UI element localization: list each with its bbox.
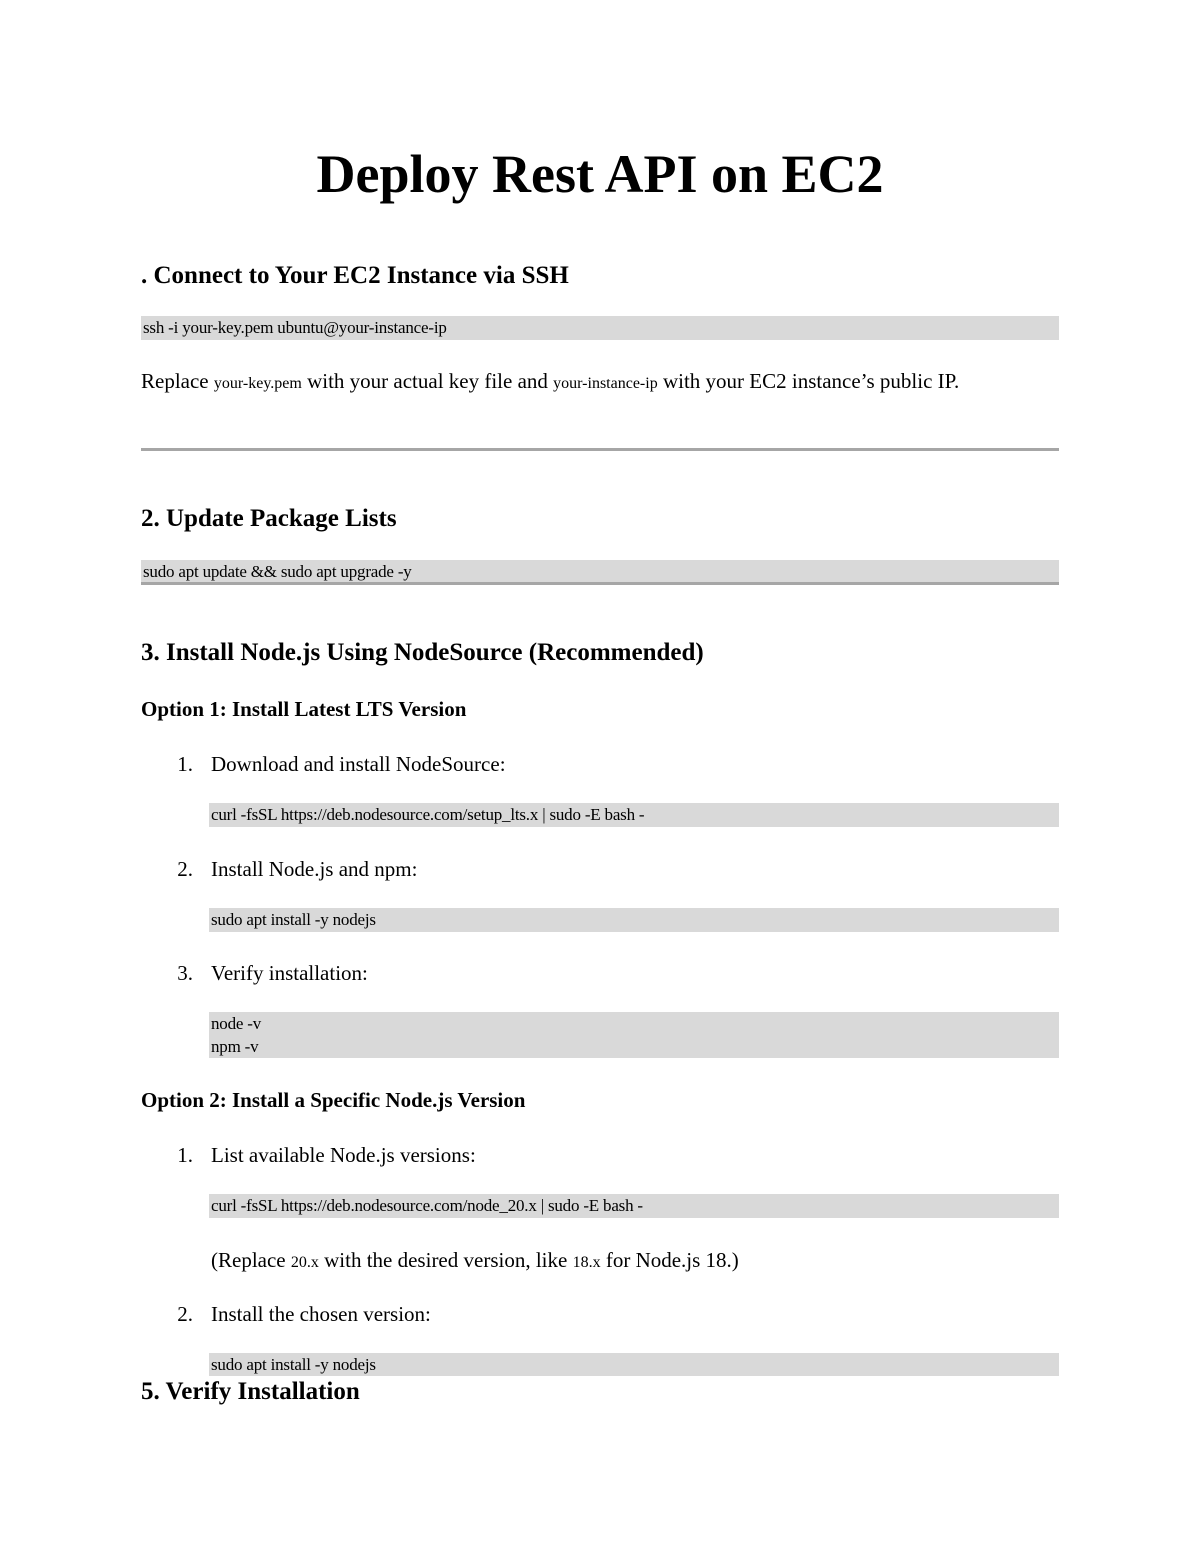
option2-heading: Option 2: Install a Specific Node.js Version [141,1088,526,1112]
list-item-text: Install Node.js and npm: [211,857,418,881]
list-item-text: Install the chosen version: [211,1302,431,1326]
option1-heading: Option 1: Install Latest LTS Version [141,697,467,721]
connect-note: Replace your-key.pem with your actual key file and your-instance-ip with your EC2 instance’s public IP. [141,369,960,393]
section-heading-update: 2. Update Package Lists [141,505,397,532]
list-number: 2. [177,857,193,881]
code-block-setup-lts: curl -fsSL https://deb.nodesource.com/setup_lts.x | sudo -E bash - [209,803,1059,827]
code-block-verify: node -v npm -v [209,1012,1059,1058]
code-block-update: sudo apt update && sudo apt upgrade -y [141,560,1059,583]
inline-code-ip: your-instance-ip [553,375,658,392]
code-block-install-nodejs: sudo apt install -y nodejs [209,908,1059,932]
list-number: 2. [177,1302,193,1326]
divider [141,582,1059,585]
inline-code-key: your-key.pem [213,375,302,392]
code-block-install-chosen: sudo apt install -y nodejs [209,1353,1059,1376]
version-note: (Replace 20.x with the desired version, like 18.x for Node.js 18.) [211,1248,739,1272]
code-block-setup-20x: curl -fsSL https://deb.nodesource.com/node_20.x | sudo -E bash - [209,1194,1059,1218]
section-heading-install: 3. Install Node.js Using NodeSource (Recommended) [141,639,704,666]
list-item-text: List available Node.js versions: [211,1143,476,1167]
section-heading-connect: . Connect to Your EC2 Instance via SSH [141,262,569,289]
section-heading-verify: 5. Verify Installation [141,1378,360,1405]
list-number: 3. [177,961,193,985]
document-title: Deploy Rest API on EC2 [316,144,884,204]
list-item-text: Download and install NodeSource: [211,752,506,776]
code-block-ssh: ssh -i your-key.pem ubuntu@your-instance-ip [141,316,1059,340]
list-item-text: Verify installation: [211,961,368,985]
list-number: 1. [177,1143,193,1167]
list-number: 1. [177,752,193,776]
divider [141,448,1059,451]
inline-code-version: 20.x [290,1254,319,1271]
inline-code-version: 18.x [572,1254,601,1271]
